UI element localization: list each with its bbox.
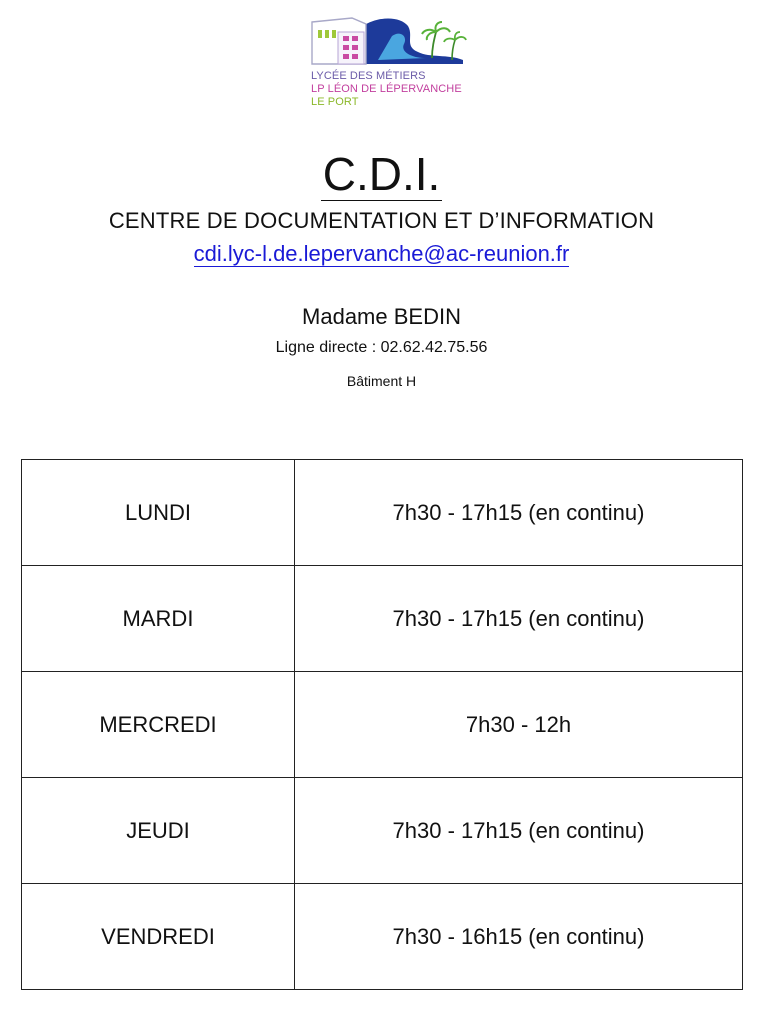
school-building-icon: [308, 14, 468, 70]
email-line: [0, 240, 763, 268]
email-link[interactable]: cdi.lyc-l.de.lepervanche@ac-reunion.fr: [193, 241, 570, 266]
hours-cell: 7h30 - 16h15 (en continu): [295, 884, 743, 990]
contact-phone: Ligne directe : 02.62.42.75.56: [275, 339, 488, 356]
school-name-line1: LYCÉE DES MÉTIERS: [311, 70, 426, 82]
hours-cell: 7h30 - 12h: [295, 672, 743, 778]
table-row: [22, 884, 743, 990]
table-row: [22, 672, 743, 778]
school-name-line3: LE PORT: [311, 96, 359, 108]
table-row: [22, 460, 743, 566]
page-title: [0, 148, 763, 200]
table-row: [22, 778, 743, 884]
contact-name: Madame BEDIN: [302, 304, 461, 329]
day-cell: VENDREDI: [22, 884, 295, 990]
contact-building: Bâtiment H: [346, 373, 417, 389]
school-name-line2: LP LÉON DE LÉPERVANCHE: [311, 83, 462, 95]
day-cell: JEUDI: [22, 778, 295, 884]
day-cell: MARDI: [22, 566, 295, 672]
hours-cell: 7h30 - 17h15 (en continu): [295, 566, 743, 672]
hours-cell: 7h30 - 17h15 (en continu): [295, 778, 743, 884]
school-name: [311, 70, 462, 109]
page-subtitle: CENTRE DE DOCUMENTATION ET D’INFORMATION: [108, 208, 655, 233]
day-cell: LUNDI: [22, 460, 295, 566]
page-title-text: C.D.I.: [322, 148, 441, 200]
opening-hours-table: [21, 459, 743, 990]
day-cell: MERCREDI: [22, 672, 295, 778]
hours-cell: 7h30 - 17h15 (en continu): [295, 460, 743, 566]
table-row: [22, 566, 743, 672]
school-logo: [308, 14, 468, 114]
